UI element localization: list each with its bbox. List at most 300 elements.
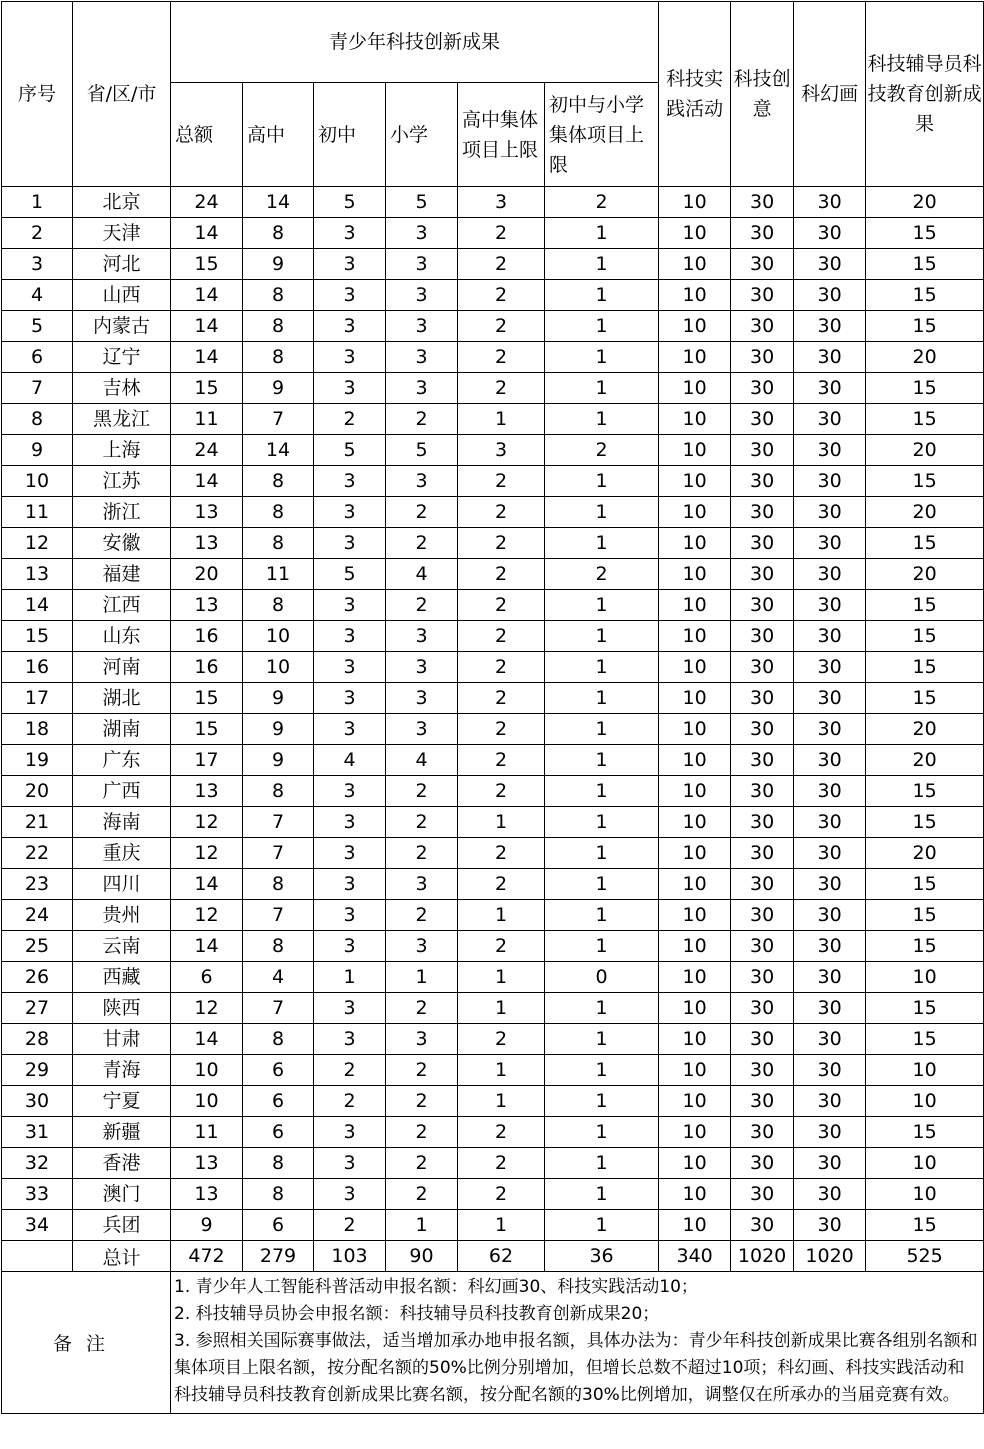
row-value-cell: 2 xyxy=(458,590,545,621)
row-value-cell: 30 xyxy=(794,1210,866,1241)
row-province-cell: 湖南 xyxy=(73,714,171,745)
row-value-cell: 30 xyxy=(794,1086,866,1117)
table-row xyxy=(2,1210,984,1241)
row-value-cell: 13 xyxy=(171,497,243,528)
table-row xyxy=(2,962,984,993)
row-value-cell: 11 xyxy=(243,559,314,590)
row-value-cell: 11 xyxy=(171,404,243,435)
row-value-cell: 2 xyxy=(458,342,545,373)
note-line: 1. 青少年人工智能科普活动申报名额：科幻画30、科技实践活动10； xyxy=(174,1277,698,1297)
row-seq-cell: 9 xyxy=(2,435,73,466)
row-value-cell: 30 xyxy=(731,342,794,373)
row-value-cell: 8 xyxy=(243,1024,314,1055)
table-row xyxy=(2,342,984,373)
row-value-cell: 2 xyxy=(458,776,545,807)
row-value-cell: 8 xyxy=(243,342,314,373)
row-province-cell: 黑龙江 xyxy=(73,404,171,435)
row-seq-cell: 1 xyxy=(2,187,73,218)
row-value-cell: 7 xyxy=(243,404,314,435)
row-value-cell: 2 xyxy=(458,311,545,342)
row-value-cell: 10 xyxy=(659,1117,731,1148)
row-province-cell: 新疆 xyxy=(73,1117,171,1148)
row-value-cell: 14 xyxy=(171,280,243,311)
row-value-cell: 30 xyxy=(794,1148,866,1179)
header-scifi: 科幻画 xyxy=(794,2,866,187)
row-seq-cell: 18 xyxy=(2,714,73,745)
row-value-cell: 10 xyxy=(659,652,731,683)
row-value-cell: 10 xyxy=(659,1024,731,1055)
row-value-cell: 8 xyxy=(243,218,314,249)
row-province-cell: 江苏 xyxy=(73,466,171,497)
row-value-cell: 10 xyxy=(866,1086,984,1117)
header-sub-junior-primary-group: 初中与小学集体项目上限 xyxy=(545,83,659,187)
row-province-cell: 河北 xyxy=(73,249,171,280)
row-seq-cell: 14 xyxy=(2,590,73,621)
row-value-cell: 1 xyxy=(545,745,659,776)
row-value-cell: 30 xyxy=(731,1024,794,1055)
row-value-cell: 2 xyxy=(386,807,458,838)
header-sub-total: 总额 xyxy=(171,83,243,187)
row-value-cell: 9 xyxy=(243,745,314,776)
row-seq-cell: 4 xyxy=(2,280,73,311)
row-value-cell: 10 xyxy=(659,1148,731,1179)
row-value-cell: 30 xyxy=(794,776,866,807)
row-value-cell: 9 xyxy=(243,683,314,714)
row-value-cell: 15 xyxy=(866,776,984,807)
row-value-cell: 30 xyxy=(731,187,794,218)
row-value-cell: 30 xyxy=(794,466,866,497)
row-value-cell: 20 xyxy=(866,497,984,528)
total-value: 36 xyxy=(545,1241,659,1272)
row-value-cell: 15 xyxy=(866,590,984,621)
row-value-cell: 30 xyxy=(794,931,866,962)
row-value-cell: 15 xyxy=(866,404,984,435)
row-value-cell: 30 xyxy=(794,342,866,373)
row-value-cell: 3 xyxy=(314,776,386,807)
row-value-cell: 1 xyxy=(545,621,659,652)
row-value-cell: 30 xyxy=(731,931,794,962)
total-label: 总计 xyxy=(73,1241,171,1272)
notes-row xyxy=(2,1272,984,1414)
row-value-cell: 2 xyxy=(458,1024,545,1055)
row-province-cell: 山西 xyxy=(73,280,171,311)
row-value-cell: 13 xyxy=(171,776,243,807)
row-value-cell: 13 xyxy=(171,528,243,559)
row-value-cell: 15 xyxy=(866,1117,984,1148)
row-value-cell: 30 xyxy=(794,280,866,311)
row-value-cell: 2 xyxy=(314,1086,386,1117)
row-value-cell: 30 xyxy=(731,652,794,683)
row-value-cell: 30 xyxy=(794,528,866,559)
row-value-cell: 3 xyxy=(314,838,386,869)
row-value-cell: 10 xyxy=(659,838,731,869)
table-row xyxy=(2,1117,984,1148)
row-seq-cell: 21 xyxy=(2,807,73,838)
row-value-cell: 1 xyxy=(545,869,659,900)
row-value-cell: 10 xyxy=(659,993,731,1024)
row-value-cell: 10 xyxy=(659,373,731,404)
row-value-cell: 2 xyxy=(314,404,386,435)
row-value-cell: 30 xyxy=(731,1179,794,1210)
row-value-cell: 1 xyxy=(545,652,659,683)
row-province-cell: 贵州 xyxy=(73,900,171,931)
row-seq-cell: 28 xyxy=(2,1024,73,1055)
row-value-cell: 2 xyxy=(458,838,545,869)
row-value-cell: 30 xyxy=(731,1148,794,1179)
row-value-cell: 2 xyxy=(458,466,545,497)
row-value-cell: 2 xyxy=(386,1179,458,1210)
row-value-cell: 30 xyxy=(731,962,794,993)
row-value-cell: 1 xyxy=(458,900,545,931)
row-value-cell: 30 xyxy=(794,1117,866,1148)
row-value-cell: 1 xyxy=(458,962,545,993)
row-value-cell: 3 xyxy=(386,652,458,683)
row-value-cell: 30 xyxy=(794,962,866,993)
row-value-cell: 14 xyxy=(243,187,314,218)
row-value-cell: 15 xyxy=(866,1210,984,1241)
row-value-cell: 30 xyxy=(731,776,794,807)
row-seq-cell: 23 xyxy=(2,869,73,900)
row-value-cell: 1 xyxy=(545,714,659,745)
row-value-cell: 15 xyxy=(171,683,243,714)
row-province-cell: 安徽 xyxy=(73,528,171,559)
row-value-cell: 1 xyxy=(545,1210,659,1241)
row-value-cell: 15 xyxy=(866,280,984,311)
row-value-cell: 3 xyxy=(458,187,545,218)
row-value-cell: 15 xyxy=(866,869,984,900)
row-value-cell: 7 xyxy=(243,900,314,931)
row-value-cell: 30 xyxy=(794,838,866,869)
row-value-cell: 30 xyxy=(731,404,794,435)
row-value-cell: 10 xyxy=(659,621,731,652)
row-province-cell: 甘肃 xyxy=(73,1024,171,1055)
header-practice: 科技实践活动 xyxy=(659,2,731,187)
row-province-cell: 天津 xyxy=(73,218,171,249)
row-value-cell: 15 xyxy=(866,807,984,838)
row-seq-cell: 2 xyxy=(2,218,73,249)
row-value-cell: 1 xyxy=(545,249,659,280)
row-value-cell: 30 xyxy=(731,621,794,652)
row-value-cell: 13 xyxy=(171,590,243,621)
row-value-cell: 3 xyxy=(314,311,386,342)
table-row xyxy=(2,869,984,900)
row-value-cell: 5 xyxy=(314,435,386,466)
row-value-cell: 10 xyxy=(659,1086,731,1117)
row-province-cell: 北京 xyxy=(73,187,171,218)
table-row xyxy=(2,1148,984,1179)
row-value-cell: 15 xyxy=(866,621,984,652)
row-province-cell: 河南 xyxy=(73,652,171,683)
row-value-cell: 2 xyxy=(314,1055,386,1086)
row-value-cell: 5 xyxy=(386,187,458,218)
header-sub-senior: 高中 xyxy=(243,83,314,187)
row-seq-cell: 25 xyxy=(2,931,73,962)
row-value-cell: 30 xyxy=(794,807,866,838)
row-value-cell: 15 xyxy=(171,714,243,745)
row-value-cell: 10 xyxy=(659,249,731,280)
row-value-cell: 30 xyxy=(731,807,794,838)
row-value-cell: 2 xyxy=(386,993,458,1024)
row-value-cell: 15 xyxy=(866,249,984,280)
row-value-cell: 15 xyxy=(866,528,984,559)
table-row xyxy=(2,776,984,807)
row-value-cell: 14 xyxy=(171,869,243,900)
row-seq-cell: 26 xyxy=(2,962,73,993)
row-value-cell: 15 xyxy=(171,373,243,404)
row-value-cell: 1 xyxy=(458,404,545,435)
row-value-cell: 2 xyxy=(458,869,545,900)
row-value-cell: 8 xyxy=(243,776,314,807)
total-value: 62 xyxy=(458,1241,545,1272)
table-row xyxy=(2,931,984,962)
row-value-cell: 4 xyxy=(386,559,458,590)
row-seq-cell: 22 xyxy=(2,838,73,869)
row-value-cell: 10 xyxy=(659,1055,731,1086)
table-row xyxy=(2,559,984,590)
row-value-cell: 4 xyxy=(386,745,458,776)
row-value-cell: 11 xyxy=(171,1117,243,1148)
row-value-cell: 1 xyxy=(545,993,659,1024)
row-value-cell: 14 xyxy=(171,1024,243,1055)
table-row xyxy=(2,280,984,311)
row-value-cell: 16 xyxy=(171,652,243,683)
row-value-cell: 2 xyxy=(458,218,545,249)
row-value-cell: 3 xyxy=(314,218,386,249)
row-value-cell: 3 xyxy=(314,528,386,559)
row-province-cell: 西藏 xyxy=(73,962,171,993)
row-value-cell: 10 xyxy=(659,218,731,249)
header-counselor: 科技辅导员科技教育创新成果 xyxy=(866,2,984,187)
total-value: 340 xyxy=(659,1241,731,1272)
row-value-cell: 3 xyxy=(314,652,386,683)
row-value-cell: 3 xyxy=(314,466,386,497)
row-seq-cell: 19 xyxy=(2,745,73,776)
row-value-cell: 3 xyxy=(386,249,458,280)
row-value-cell: 10 xyxy=(866,1055,984,1086)
row-value-cell: 6 xyxy=(243,1086,314,1117)
row-province-cell: 陕西 xyxy=(73,993,171,1024)
table-row xyxy=(2,1055,984,1086)
row-value-cell: 2 xyxy=(458,559,545,590)
row-value-cell: 10 xyxy=(659,1210,731,1241)
row-value-cell: 15 xyxy=(866,900,984,931)
row-value-cell: 1 xyxy=(545,807,659,838)
row-value-cell: 1 xyxy=(545,404,659,435)
table-row xyxy=(2,1024,984,1055)
row-value-cell: 30 xyxy=(731,683,794,714)
row-value-cell: 30 xyxy=(731,714,794,745)
row-value-cell: 3 xyxy=(314,869,386,900)
row-value-cell: 4 xyxy=(243,962,314,993)
row-value-cell: 1 xyxy=(545,931,659,962)
row-value-cell: 10 xyxy=(659,311,731,342)
total-value: 1020 xyxy=(731,1241,794,1272)
row-value-cell: 10 xyxy=(659,404,731,435)
header-province: 省/区/市 xyxy=(73,2,171,187)
table-row xyxy=(2,404,984,435)
row-value-cell: 2 xyxy=(458,931,545,962)
row-value-cell: 1 xyxy=(545,311,659,342)
row-value-cell: 15 xyxy=(866,311,984,342)
row-value-cell: 10 xyxy=(659,466,731,497)
row-value-cell: 30 xyxy=(794,683,866,714)
row-value-cell: 9 xyxy=(171,1210,243,1241)
table-row xyxy=(2,466,984,497)
row-value-cell: 14 xyxy=(171,311,243,342)
row-value-cell: 30 xyxy=(731,1117,794,1148)
row-value-cell: 15 xyxy=(866,1024,984,1055)
row-seq-cell: 3 xyxy=(2,249,73,280)
row-seq-cell: 7 xyxy=(2,373,73,404)
row-value-cell: 30 xyxy=(731,497,794,528)
table-row xyxy=(2,1086,984,1117)
row-value-cell: 17 xyxy=(171,745,243,776)
row-province-cell: 广西 xyxy=(73,776,171,807)
row-value-cell: 3 xyxy=(314,931,386,962)
row-value-cell: 30 xyxy=(731,373,794,404)
row-value-cell: 30 xyxy=(731,838,794,869)
row-province-cell: 兵团 xyxy=(73,1210,171,1241)
row-seq-cell: 20 xyxy=(2,776,73,807)
row-value-cell: 10 xyxy=(659,559,731,590)
row-value-cell: 6 xyxy=(171,962,243,993)
row-value-cell: 10 xyxy=(243,652,314,683)
row-value-cell: 9 xyxy=(243,249,314,280)
row-value-cell: 1 xyxy=(545,1024,659,1055)
row-value-cell: 10 xyxy=(659,962,731,993)
row-value-cell: 8 xyxy=(243,497,314,528)
row-value-cell: 3 xyxy=(314,1117,386,1148)
row-value-cell: 10 xyxy=(659,435,731,466)
row-value-cell: 30 xyxy=(731,528,794,559)
row-province-cell: 青海 xyxy=(73,1055,171,1086)
row-seq-cell: 32 xyxy=(2,1148,73,1179)
row-value-cell: 30 xyxy=(794,249,866,280)
table-row xyxy=(2,435,984,466)
row-value-cell: 30 xyxy=(794,404,866,435)
row-value-cell: 10 xyxy=(866,1179,984,1210)
row-value-cell: 10 xyxy=(659,528,731,559)
row-province-cell: 上海 xyxy=(73,435,171,466)
row-value-cell: 10 xyxy=(659,776,731,807)
row-value-cell: 14 xyxy=(171,466,243,497)
row-seq-cell: 8 xyxy=(2,404,73,435)
table-row xyxy=(2,528,984,559)
row-value-cell: 7 xyxy=(243,807,314,838)
row-value-cell: 1 xyxy=(545,838,659,869)
row-value-cell: 20 xyxy=(866,559,984,590)
row-seq-cell: 10 xyxy=(2,466,73,497)
row-province-cell: 福建 xyxy=(73,559,171,590)
row-value-cell: 30 xyxy=(794,497,866,528)
row-province-cell: 江西 xyxy=(73,590,171,621)
row-province-cell: 吉林 xyxy=(73,373,171,404)
row-value-cell: 20 xyxy=(866,187,984,218)
row-value-cell: 9 xyxy=(243,373,314,404)
row-value-cell: 10 xyxy=(659,342,731,373)
notes-label: 备注 xyxy=(2,1272,171,1414)
row-value-cell: 1 xyxy=(545,1055,659,1086)
total-row xyxy=(2,1241,984,1272)
row-value-cell: 10 xyxy=(659,745,731,776)
table-row xyxy=(2,1179,984,1210)
row-seq-cell: 33 xyxy=(2,1179,73,1210)
row-value-cell: 30 xyxy=(794,745,866,776)
row-seq-cell: 16 xyxy=(2,652,73,683)
row-value-cell: 1 xyxy=(458,1086,545,1117)
row-value-cell: 10 xyxy=(659,869,731,900)
row-value-cell: 1 xyxy=(545,218,659,249)
row-value-cell: 10 xyxy=(659,187,731,218)
table-header xyxy=(2,2,984,187)
row-value-cell: 12 xyxy=(171,900,243,931)
row-value-cell: 2 xyxy=(458,373,545,404)
row-value-cell: 3 xyxy=(314,497,386,528)
row-value-cell: 16 xyxy=(171,621,243,652)
row-seq-cell: 6 xyxy=(2,342,73,373)
row-value-cell: 3 xyxy=(386,1024,458,1055)
row-value-cell: 3 xyxy=(386,218,458,249)
row-value-cell: 1 xyxy=(545,497,659,528)
row-seq-cell: 31 xyxy=(2,1117,73,1148)
note-line: 3. 参照相关国际赛事做法，适当增加承办地申报名额，具体办法为：青少年科技创新成果比赛各组别名额和集体项目上限名额，按分配名额的50%比例分别增加，但增长总数不超过10项；科幻画、科技实践活动和科技辅导员科技教育创新成果比赛名额，按分配名额的30%比例增加，调整仅在所承办的当届竞赛有效。 xyxy=(174,1331,978,1405)
row-value-cell: 14 xyxy=(243,435,314,466)
row-value-cell: 8 xyxy=(243,311,314,342)
row-value-cell: 2 xyxy=(458,249,545,280)
row-value-cell: 30 xyxy=(794,218,866,249)
row-value-cell: 1 xyxy=(458,993,545,1024)
table-row xyxy=(2,714,984,745)
row-value-cell: 4 xyxy=(314,745,386,776)
row-province-cell: 宁夏 xyxy=(73,1086,171,1117)
row-province-cell: 澳门 xyxy=(73,1179,171,1210)
row-value-cell: 3 xyxy=(314,249,386,280)
row-value-cell: 20 xyxy=(171,559,243,590)
row-value-cell: 15 xyxy=(866,652,984,683)
row-province-cell: 浙江 xyxy=(73,497,171,528)
row-value-cell: 30 xyxy=(731,1086,794,1117)
row-value-cell: 1 xyxy=(545,528,659,559)
row-value-cell: 2 xyxy=(458,621,545,652)
table-row xyxy=(2,311,984,342)
row-value-cell: 30 xyxy=(794,311,866,342)
row-value-cell: 2 xyxy=(458,528,545,559)
row-value-cell: 2 xyxy=(458,1117,545,1148)
row-value-cell: 5 xyxy=(386,435,458,466)
row-province-cell: 辽宁 xyxy=(73,342,171,373)
row-value-cell: 2 xyxy=(386,404,458,435)
row-value-cell: 30 xyxy=(731,1210,794,1241)
row-value-cell: 30 xyxy=(794,714,866,745)
row-value-cell: 30 xyxy=(731,249,794,280)
row-value-cell: 2 xyxy=(386,776,458,807)
table-row xyxy=(2,249,984,280)
total-value: 472 xyxy=(171,1241,243,1272)
row-value-cell: 7 xyxy=(243,838,314,869)
row-value-cell: 3 xyxy=(314,280,386,311)
row-value-cell: 3 xyxy=(386,683,458,714)
row-value-cell: 8 xyxy=(243,590,314,621)
row-value-cell: 2 xyxy=(386,1055,458,1086)
row-value-cell: 1 xyxy=(458,1055,545,1086)
row-value-cell: 9 xyxy=(243,714,314,745)
row-value-cell: 2 xyxy=(386,497,458,528)
row-value-cell: 20 xyxy=(866,714,984,745)
row-value-cell: 1 xyxy=(545,1086,659,1117)
total-value: 279 xyxy=(243,1241,314,1272)
row-value-cell: 1 xyxy=(386,962,458,993)
total-value: 90 xyxy=(386,1241,458,1272)
